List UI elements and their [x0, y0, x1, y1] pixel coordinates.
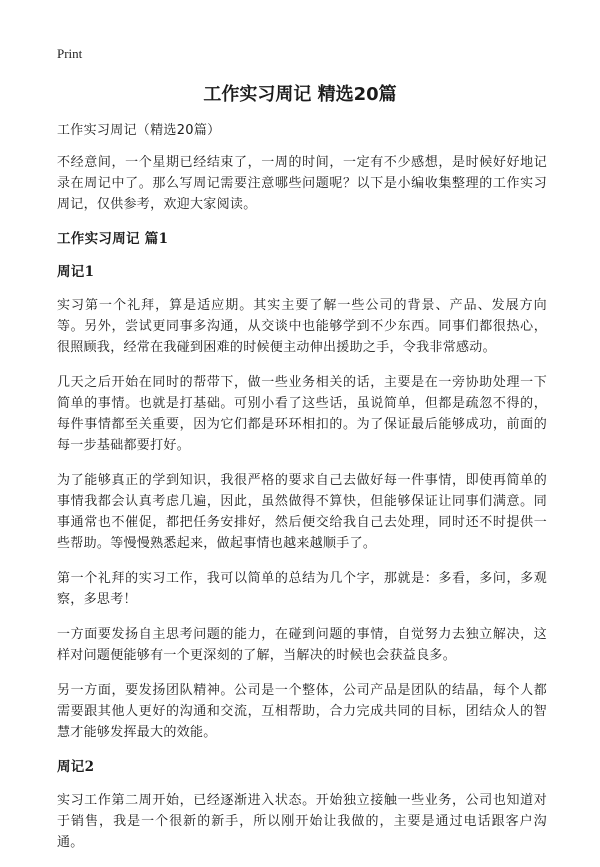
week1-paragraph: 另一方面，要发扬团队精神。公司是一个整体，公司产品是团队的结晶，每个人都需要跟其他人更好的沟通和交流，互相帮助，合力完成共同的目标，团结众人的智慧才能够发挥最大的效能。	[57, 683, 547, 740]
page-title: 工作实习周记 精选20篇	[203, 84, 397, 105]
week1-paragraph: 一方面要发扬自主思考问题的能力，在碰到问题的事情，自觉努力去独立解决，这样对问题便能够有一个更深刻的了解，当解决的时候也会获益良多。	[57, 627, 547, 663]
week1-paragraph: 为了能够真正的学到知识，我很严格的要求自己去做好每一件事情，即使再简单的事情我都会认真考虑几遍，因此，虽然做得不算快，但能够保证让同事们满意。同事通常也不催促，都把任务安排好，然后便交给我自己去处理，同时还不时提供一些帮助。等慢慢熟悉起来，做起事情也越来越顺手了。	[57, 473, 547, 551]
section-heading: 工作实习周记 篇1	[57, 231, 169, 247]
article-body	[57, 120, 547, 867]
week1-heading: 周记1	[57, 264, 95, 280]
week2-heading: 周记2	[57, 759, 95, 775]
week1-paragraph: 几天之后开始在同时的帮带下，做一些业务相关的话，主要是在一旁协助处理一下简单的事情。也就是打基础。可别小看了这些话，虽说简单，但都是疏忽不得的，每件事情都至关重要，因为它们都是环环相扣的。为了保证最后能够成功，前面的每一步基础都要打好。	[57, 375, 547, 453]
week1-paragraph: 第一个礼拜的实习工作，我可以简单的总结为几个字，那就是：多看，多问，多观察，多思考！	[57, 571, 547, 607]
week2-paragraph: 实习工作第二周开始，已经逐渐进入状态。开始独立接触一些业务，公司也知道对于销售，我是一个很新的新手，所以刚开始让我做的，主要是通过电话跟客户沟通。	[57, 793, 547, 850]
print-link[interactable]: Print	[57, 46, 83, 61]
intro-paragraph: 不经意间，一个星期已经结束了，一周的时间，一定有不少感想，是时候好好地记录在周记中了。那么写周记需要注意哪些问题呢？以下是小编收集整理的工作实习周记，仅供参考，欢迎大家阅读。	[57, 155, 547, 212]
article-subtitle: 工作实习周记（精选20篇）	[57, 123, 221, 138]
week1-paragraph: 实习第一个礼拜，算是适应期。其实主要了解一些公司的背景、产品、发展方向等。另外，尝试更同事多沟通，从交谈中也能够学到不少东西。同事们都很热心，很照顾我，经常在我碰到困难的时候便主动伸出援助之手，令我非常感动。	[57, 298, 547, 355]
